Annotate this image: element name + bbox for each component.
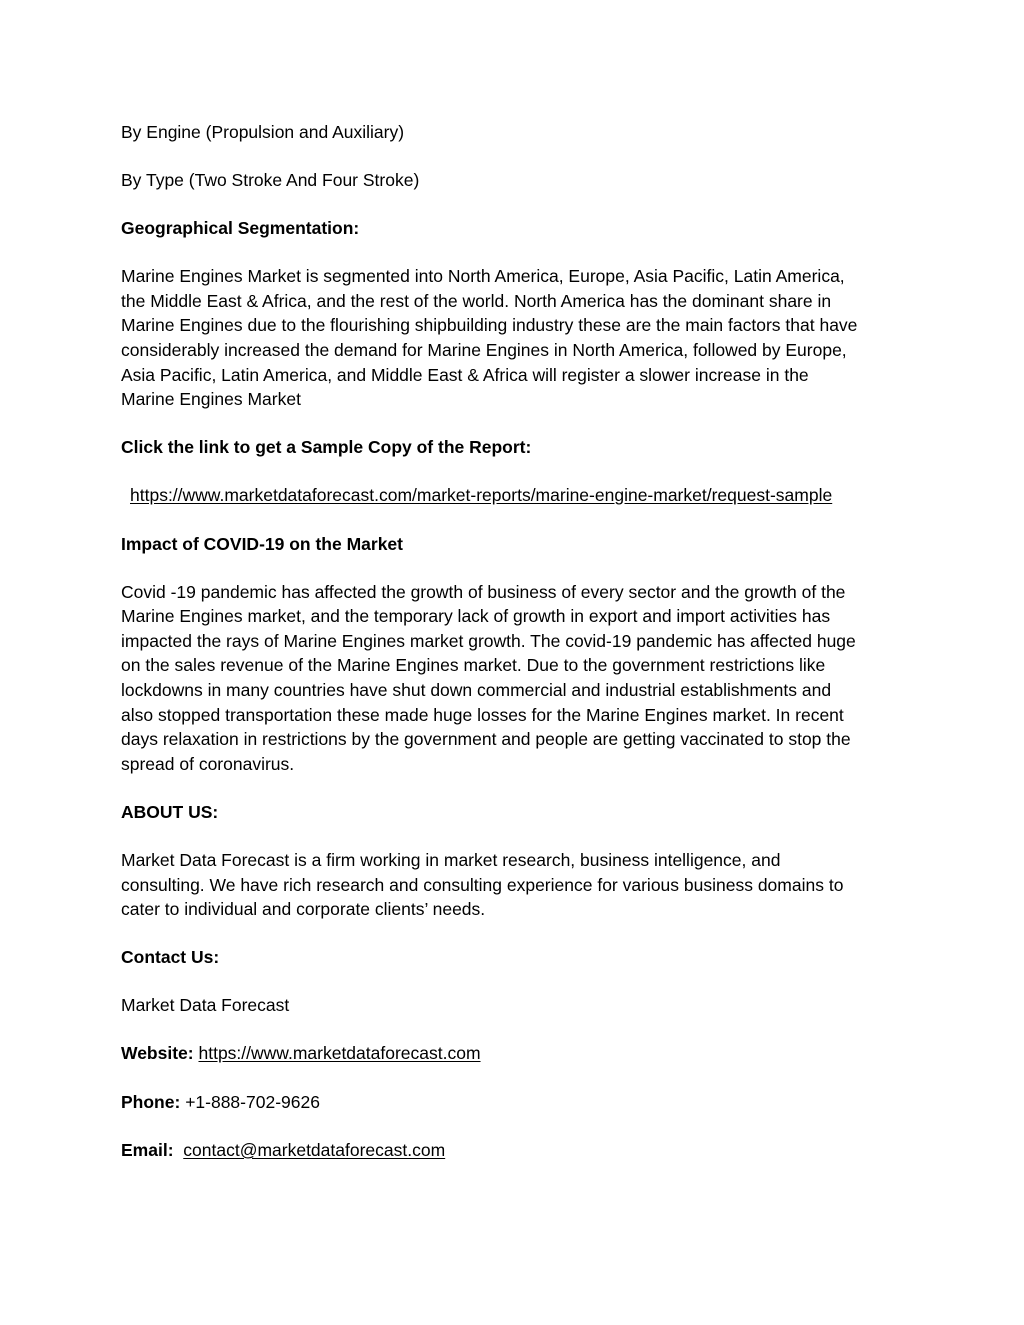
- geo-line: Marine Engines due to the flourishing shipbuilding industry these are the main factors that have: [121, 315, 858, 336]
- covid-line: Covid -19 pandemic has affected the growth of business of every sector and the growth of the: [121, 581, 846, 602]
- geo-line: Marine Engines Market: [121, 389, 301, 410]
- contact-company-block: [121, 993, 911, 1018]
- geo-heading-block: [121, 216, 911, 241]
- geo-line: considerably increased the demand for Marine Engines in North America, followed by Europe,: [121, 340, 847, 361]
- about-heading-block: [121, 800, 911, 825]
- phone-number: +1-888-702-9626: [185, 1091, 320, 1112]
- covid-paragraph: [121, 580, 911, 777]
- contact-email-block: [121, 1138, 911, 1163]
- contact-phone: [121, 1090, 911, 1115]
- covid-line: days relaxation in restrictions by the government and people are getting vaccinated to stop the: [121, 729, 851, 750]
- website-label: Website:: [121, 1043, 194, 1064]
- about-line: Market Data Forecast is a firm working in market research, business intelligence, and: [121, 849, 781, 870]
- about-line: consulting. We have rich research and consulting experience for various business domains to: [121, 874, 844, 895]
- about-line: cater to individual and corporate clients’ needs.: [121, 899, 486, 920]
- geo-paragraph: [121, 264, 911, 412]
- covid-line: Marine Engines market, and the temporary lack of growth in export and import activities has: [121, 606, 831, 627]
- phone-label: Phone:: [121, 1091, 181, 1112]
- segment-engine: [121, 120, 911, 145]
- covid-line: spread of coronavirus.: [121, 753, 295, 774]
- contact-heading-block: [121, 945, 911, 970]
- sample-report-link[interactable]: https://www.marketdataforecast.com/market-reports/marine-engine-market/request-sample: [130, 485, 833, 506]
- segment-type: [121, 168, 911, 193]
- contact-heading: Contact Us:: [121, 947, 220, 968]
- about-paragraph: [121, 848, 911, 922]
- geo-line: Asia Pacific, Latin America, and Middle East & Africa will register a slower increase in the: [121, 364, 809, 385]
- contact-email: [121, 1138, 911, 1163]
- sample-url-block: [121, 483, 911, 508]
- sample-heading-block: [121, 435, 911, 460]
- segment-engine-text: By Engine (Propulsion and Auxiliary): [121, 122, 405, 142]
- contact-website: [121, 1041, 911, 1066]
- about-heading: ABOUT US:: [121, 801, 219, 822]
- geo-line: the Middle East & Africa, and the rest of the world. North America has the dominant share in: [121, 290, 832, 311]
- geo-heading: Geographical Segmentation:: [121, 218, 360, 239]
- document-page: [121, 120, 911, 1186]
- email-link[interactable]: contact@marketdataforecast.com: [183, 1139, 446, 1160]
- covid-line: also stopped transportation these made huge losses for the Marine Engines market. In recent: [121, 704, 844, 725]
- contact-website-block: [121, 1041, 911, 1066]
- covid-line: on the sales revenue of the Marine Engines market. Due to the government restrictions like: [121, 655, 826, 676]
- email-label: Email:: [121, 1139, 174, 1160]
- covid-heading-block: [121, 532, 911, 557]
- sample-heading: Click the link to get a Sample Copy of the Report:: [121, 437, 532, 458]
- geo-line: Marine Engines Market is segmented into North America, Europe, Asia Pacific, Latin America,: [121, 266, 845, 287]
- contact-phone-block: [121, 1090, 911, 1115]
- covid-line: impacted the rays of Marine Engines market growth. The covid-19 pandemic has affected huge: [121, 630, 856, 651]
- covid-heading: Impact of COVID-19 on the Market: [121, 533, 403, 554]
- segment-type-text: By Type (Two Stroke And Four Stroke): [121, 170, 420, 191]
- covid-line: lockdowns in many countries have shut down commercial and industrial establishments and: [121, 680, 832, 700]
- contact-company: Market Data Forecast: [121, 995, 290, 1016]
- website-link[interactable]: https://www.marketdataforecast.com: [198, 1043, 481, 1064]
